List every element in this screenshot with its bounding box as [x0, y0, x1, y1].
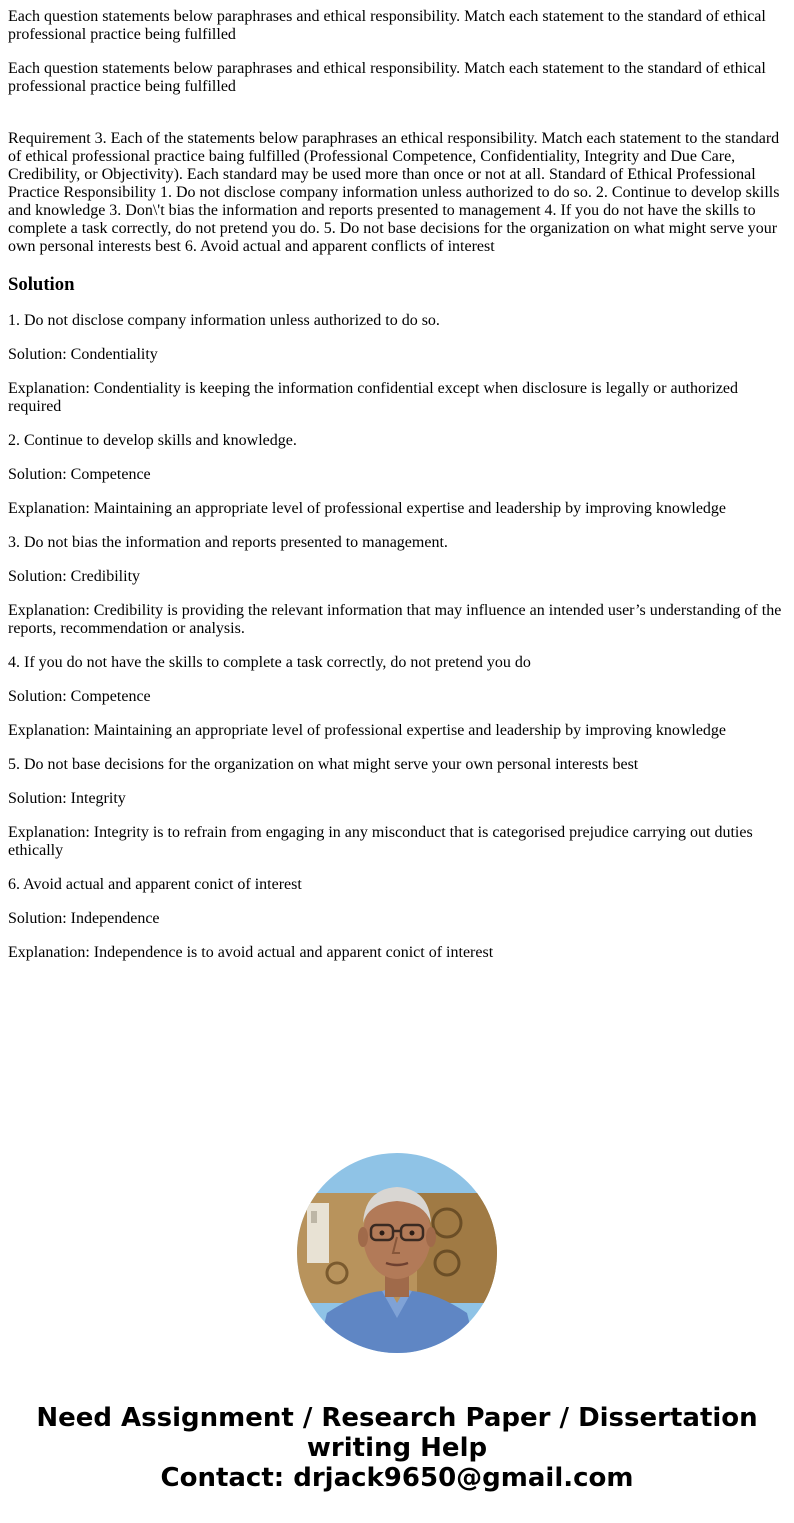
solution-statement-2: 2. Continue to develop skills and knowledge. [8, 432, 297, 449]
solution-answer-6: Solution: Independence [8, 910, 160, 927]
solution-answer-2: Solution: Competence [8, 466, 151, 483]
solution-heading: Solution [8, 274, 75, 295]
solution-explanation-6: Explanation: Independence is to avoid actual and apparent conict of interest [8, 944, 494, 961]
question-summary: Each question statements below paraphrases and ethical responsibility. Match each statement to the standard of ethical professional practice being fulfilled [8, 8, 766, 43]
solution-statement-6: 6. Avoid actual and apparent conict of interest [8, 876, 302, 893]
solution-statement-5: 5. Do not base decisions for the organization on what might serve your own personal interests best [8, 756, 639, 773]
footer-line-1: Need Assignment / Research Paper / Dissertation [36, 1403, 758, 1433]
contact-footer [0, 1403, 794, 1493]
solution-answer-3: Solution: Credibility [8, 568, 141, 585]
solution-statement-4: 4. If you do not have the skills to complete a task correctly, do not pretend you do [8, 654, 531, 671]
solution-explanation-3: Explanation: Credibility is providing the relevant information that may influence an intended user’s understanding of the reports, recommendation or analysis. [8, 602, 782, 637]
question-summary-repeat: Each question statements below paraphrases and ethical responsibility. Match each statement to the standard of ethical professional practice being fulfilled [8, 60, 766, 95]
author-avatar [297, 1153, 497, 1353]
solution-explanation-5: Explanation: Integrity is to refrain from engaging in any misconduct that is categorised prejudice carrying out duties ethically [8, 824, 753, 859]
solution-statement-3: 3. Do not bias the information and reports presented to management. [8, 534, 448, 551]
question-full-text: Requirement 3. Each of the statements below paraphrases an ethical responsibility. Match each statement to the standard of ethical professional practice baing fulfilled (Professional Competence, Confidentiality, Integrity and Due Care, Credibility, or Objectivity). Each standard may be used more than once or not at all. Standard of Ethical Professional Practice Responsibility 1. Do not disclose company information unless authorized to do so. 2. Continue to develop skills and knowledge 3. Don\'t bias the information and reports presented to management 4. If you do not have the skills to complete a task correctly, do not pretend you do. 5. Do not base decisions for the organization on what might serve your own personal interests best 6. Avoid actual and apparent conflicts of interest [8, 130, 780, 255]
solution-explanation-4: Explanation: Maintaining an appropriate level of professional expertise and leadership by improving knowledge [8, 722, 727, 739]
solution-statement-1: 1. Do not disclose company information unless authorized to do so. [8, 312, 440, 329]
author-portrait-image [297, 1153, 497, 1353]
solution-explanation-1: Explanation: Condentiality is keeping the information confidential except when disclosure is legally or authorized required [8, 380, 739, 415]
document-body [8, 8, 786, 978]
solution-answer-5: Solution: Integrity [8, 790, 126, 807]
footer-line-2: writing Help [306, 1433, 488, 1463]
solution-answer-4: Solution: Competence [8, 688, 151, 705]
solution-explanation-2: Explanation: Maintaining an appropriate level of professional expertise and leadership by improving knowledge [8, 500, 727, 517]
footer-contact-email: Contact: drjack9650@gmail.com [160, 1463, 634, 1493]
solution-answer-1: Solution: Condentiality [8, 346, 158, 363]
